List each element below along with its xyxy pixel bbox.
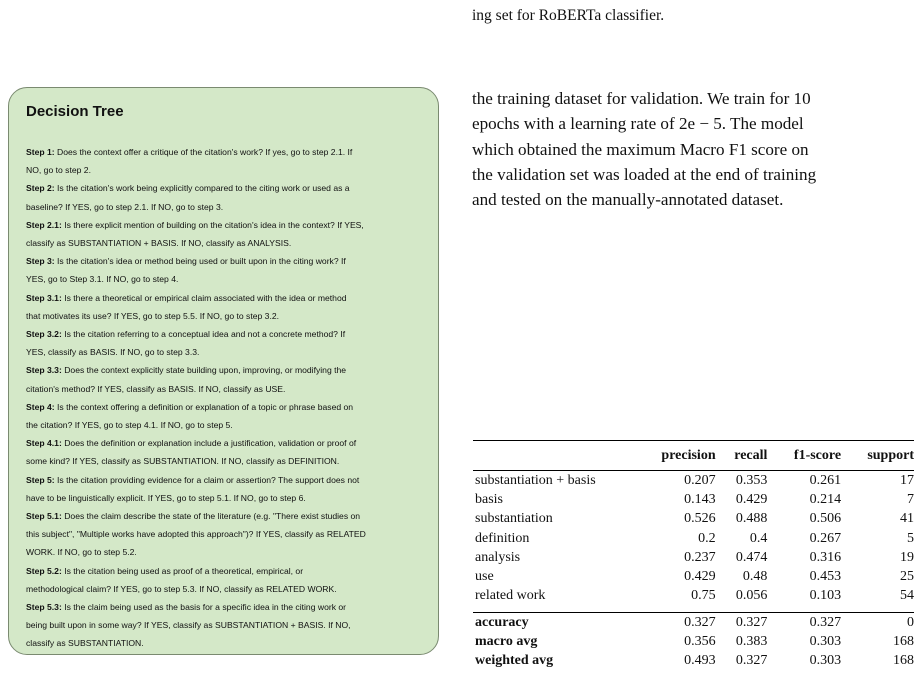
row-label: basis — [475, 491, 503, 507]
decision-tree-line — [26, 562, 422, 580]
decision-tree-line — [26, 507, 422, 525]
decision-tree-line — [26, 380, 422, 398]
decision-tree-line — [26, 289, 422, 307]
column-header: recall — [716, 441, 768, 471]
decision-tree-line — [26, 525, 422, 543]
table-cell: 168 — [893, 634, 914, 650]
table-cell: 25 — [900, 569, 914, 585]
table-row — [473, 632, 914, 651]
caption-fragment: ing set for RoBERTa classifier. — [472, 7, 665, 24]
step-text: Is the citation's idea or method being used or built upon in the citing work? If — [54, 256, 346, 267]
decision-tree-line — [26, 143, 422, 161]
step-text: Does the definition or explanation include a justification, validation or proof of — [61, 438, 357, 449]
table-cell: 0.327 — [767, 613, 841, 633]
table-cell: 0.75 — [691, 588, 716, 604]
table-cell: 54 — [900, 588, 914, 604]
decision-tree-line — [26, 179, 422, 197]
decision-tree-line — [26, 234, 422, 252]
row-label: definition — [475, 530, 530, 546]
step-text: Is there a theoretical or empirical claim associated with the idea or method — [61, 292, 347, 303]
results-table — [473, 440, 914, 671]
decision-tree-line — [26, 325, 422, 343]
table-cell: 7 — [907, 491, 914, 507]
table-cell: 0.4 — [749, 530, 768, 546]
step-text: citation's method? If YES, classify as BASIS. If NO, classify as USE. — [26, 383, 286, 394]
table-cell: 0.103 — [809, 588, 842, 604]
table-row — [473, 529, 914, 548]
row-label: macro avg — [475, 634, 538, 650]
step-text: the citation? If YES, go to step 4.1. If NO, go to step 5. — [26, 420, 233, 431]
step-text: NO, go to step 2. — [26, 165, 91, 176]
step-label: Step 1: — [26, 147, 55, 157]
paragraph-line: which obtained the maximum Macro F1 score on — [472, 139, 809, 159]
row-label: analysis — [475, 549, 521, 565]
decision-tree-line — [26, 216, 422, 234]
row-label: weighted avg — [475, 653, 554, 669]
step-text: Is the claim being used as the basis for a specific idea in the citing work or — [61, 602, 347, 613]
column-header: f1-score — [767, 441, 841, 471]
table-cell: 0.429 — [735, 491, 768, 507]
table-row — [473, 471, 914, 491]
step-text: Is the citation being used as proof of a theoretical, empirical, or — [61, 565, 304, 576]
column-header — [473, 441, 631, 471]
table-cell: 0.474 — [735, 549, 768, 565]
step-text: being built upon in some way? If YES, classify as SUBSTANTIATION + BASIS. If NO, — [26, 620, 351, 631]
table-row — [473, 613, 914, 633]
step-text: Is the citation providing evidence for a claim or assertion? The support does not — [54, 474, 360, 485]
step-text: classify as SUBSTANTIATION + BASIS. If NO, classify as ANALYSIS. — [26, 238, 292, 249]
table-cell: 19 — [900, 549, 914, 565]
step-text: classify as SUBSTANTIATION. — [26, 638, 144, 649]
step-text: that motivates its use? If YES, go to step 5.5. If NO, go to step 3.2. — [26, 310, 280, 321]
step-text: Is the citation referring to a conceptual idea and not a concrete method? If — [61, 329, 346, 340]
table-cell: 0.207 — [684, 472, 716, 488]
table-cell: 0.353 — [735, 472, 768, 488]
decision-tree-line — [26, 161, 422, 179]
step-text: Does the context explicitly state building upon, improving, or modifying the — [61, 365, 347, 376]
decision-tree-box — [8, 87, 439, 655]
step-label: Step 3.1: — [26, 292, 62, 303]
table-row — [473, 652, 914, 671]
table-cell: 0.506 — [809, 511, 842, 527]
column-header: support — [841, 441, 914, 471]
decision-tree-line — [26, 580, 422, 598]
decision-tree-line — [26, 252, 422, 270]
table-cell: 0.383 — [735, 634, 768, 650]
table-cell: 0.267 — [809, 530, 842, 546]
table-cell: 0 — [841, 613, 914, 633]
step-label: Step 4.1: — [26, 438, 62, 449]
row-label: substantiation — [475, 511, 553, 527]
table-cell: 168 — [893, 653, 914, 669]
table-cell: 41 — [900, 511, 914, 527]
step-text: Does the claim describe the state of the literature (e.g. "There exist studies on — [61, 511, 361, 522]
step-label: Step 3.2: — [26, 329, 62, 340]
table-row — [473, 490, 914, 509]
row-label: related work — [475, 588, 546, 604]
table-cell: 0.429 — [684, 569, 716, 585]
table-row — [473, 510, 914, 529]
decision-tree-line — [26, 452, 422, 470]
decision-tree-line — [26, 198, 422, 216]
step-label: Step 2.1: — [26, 219, 62, 230]
table-cell: 0.48 — [742, 569, 768, 585]
step-text: baseline? If YES, go to step 2.1. If NO, go to step 3. — [26, 201, 224, 212]
decision-tree-line — [26, 434, 422, 452]
table-cell: 0.303 — [809, 634, 842, 650]
table-cell: 0.2 — [698, 530, 716, 546]
step-text: Is the context offering a definition or explanation of a topic or phrase based on — [54, 401, 354, 412]
step-label: Step 5.2: — [26, 565, 62, 576]
decision-tree-line — [26, 398, 422, 416]
column-header: precision — [631, 441, 716, 471]
step-label: Step 5: — [26, 474, 55, 485]
table-cell: 0.488 — [735, 511, 768, 527]
step-text: WORK. If NO, go to step 5.2. — [26, 547, 137, 558]
step-text: this subject", "Multiple works have adopted this approach")? If YES, classify as RELATED — [26, 529, 366, 540]
table-cell: 0.356 — [684, 634, 716, 650]
step-label: Step 3.3: — [26, 365, 62, 376]
table-row — [473, 587, 914, 606]
table-cell: 0.303 — [809, 653, 842, 669]
table-cell: 0.453 — [809, 569, 842, 585]
step-label: Step 3: — [26, 256, 55, 267]
step-text: methodological claim? If YES, go to step 5.3. If NO, classify as RELATED WORK. — [26, 583, 337, 594]
decision-tree-line — [26, 489, 422, 507]
table-row — [473, 548, 914, 567]
table-cell: 0.526 — [684, 511, 716, 527]
table-cell: 0.316 — [809, 549, 842, 565]
table-cell: 0.327 — [716, 613, 768, 633]
decision-tree-line — [26, 270, 422, 288]
step-label: Step 5.1: — [26, 511, 62, 522]
table-cell: 0.327 — [735, 653, 768, 669]
step-text: some kind? If YES, classify as SUBSTANTIATION. If NO, classify as DEFINITION. — [26, 456, 340, 467]
table-cell: 0.327 — [631, 613, 716, 633]
table-cell: 0.237 — [684, 549, 716, 565]
decision-tree-line — [26, 616, 422, 634]
paragraph-line: the training dataset for validation. We train for 10 — [472, 89, 811, 108]
table-header-row — [473, 441, 914, 471]
row-label: use — [475, 569, 494, 585]
step-label: Step 5.3: — [26, 602, 62, 613]
table-cell: 0.143 — [684, 491, 716, 507]
decision-tree-title: Decision Tree — [26, 103, 124, 120]
body-paragraph — [472, 86, 917, 212]
table-cell: 0.493 — [684, 653, 716, 669]
decision-tree-line — [26, 361, 422, 379]
step-text: YES, go to Step 3.1. If NO, go to step 4. — [26, 274, 179, 285]
decision-tree-steps — [26, 143, 422, 653]
paragraph-line: the validation set was loaded at the end of training — [472, 164, 817, 184]
step-text: Is there explicit mention of building on the citation's idea in the context? If YES, — [61, 219, 364, 230]
paragraph-line: epochs with a learning rate of 2e − 5. The model — [472, 114, 804, 134]
row-label: accuracy — [473, 613, 631, 633]
row-label: substantiation + basis — [475, 472, 596, 488]
decision-tree-line — [26, 343, 422, 361]
step-text: Does the context offer a critique of the citation's work? If yes, go to step 2.1. If — [54, 147, 353, 157]
step-text: Is the citation's work being explicitly compared to the citing work or used as a — [54, 183, 350, 194]
table-cell: 0.261 — [809, 472, 842, 488]
step-label: Step 2: — [26, 183, 55, 194]
table-cell: 0.056 — [735, 588, 768, 604]
table-row — [473, 567, 914, 586]
decision-tree-line — [26, 307, 422, 325]
decision-tree-line — [26, 543, 422, 561]
decision-tree-line — [26, 598, 422, 616]
decision-tree-line — [26, 634, 422, 652]
decision-tree-line — [26, 471, 422, 489]
paragraph-line: and tested on the manually-annotated dataset. — [472, 190, 784, 210]
decision-tree-line — [26, 416, 422, 434]
step-label: Step 4: — [26, 401, 55, 412]
table-cell: 5 — [907, 530, 914, 546]
table-cell: 17 — [900, 472, 914, 488]
table-cell: 0.214 — [809, 491, 842, 507]
step-text: YES, classify as BASIS. If NO, go to step 3.3. — [26, 347, 200, 358]
step-text: have to be linguistically explicit. If YES, go to step 5.1. If NO, go to step 6. — [26, 492, 306, 503]
